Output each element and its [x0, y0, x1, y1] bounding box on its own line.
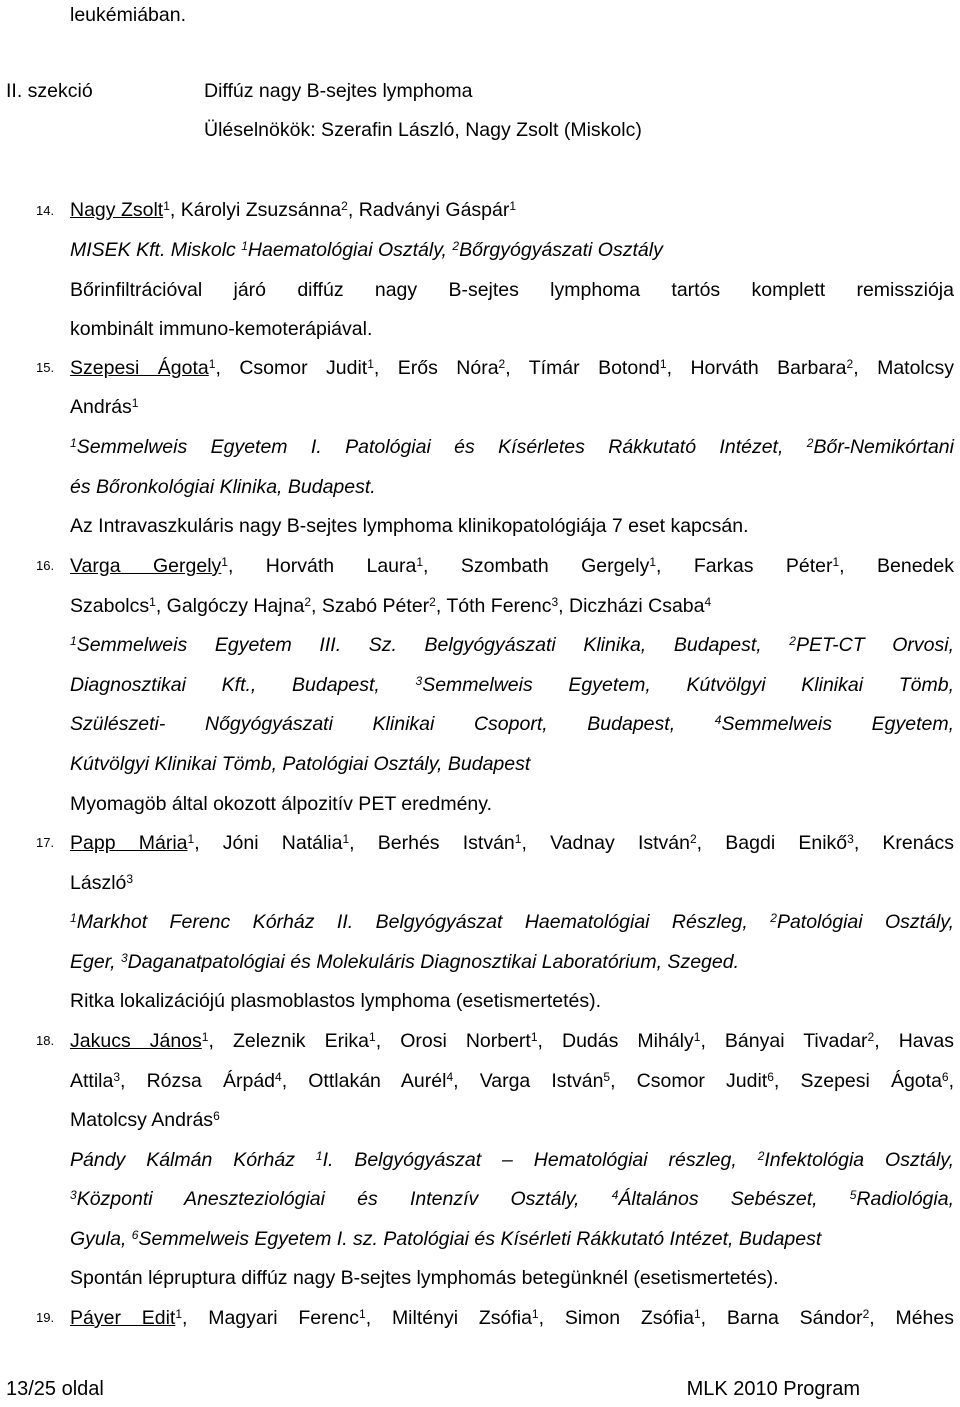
author-name: Radványi Gáspár: [358, 199, 510, 221]
author-list: [70, 1108, 954, 1132]
affiliation-marker: 3: [70, 1188, 77, 1202]
affiliation-marker: 1: [70, 911, 77, 925]
abstract-number: 14.: [36, 203, 55, 218]
author-name: Szabó Péter: [321, 595, 430, 617]
affiliation-marker: 4: [611, 1188, 619, 1202]
author-list: Jakucs János$^1$, Zeleznik Erika$^1$, Orosi Norbert$^1$, Dudás Mihály$^1$, Bányai Tivadar$^2$, Havas: [70, 1030, 954, 1052]
author-name: László: [70, 872, 127, 894]
author-name: Páyer Edit: [70, 1307, 176, 1329]
author-list: Papp Mária$^1$, Jóni Natália$^1$, Berhés István$^1$, Vadnay István$^2$, Bagdi Enikő$^3$, Krenács: [70, 832, 954, 854]
affiliation-marker: 3: [126, 872, 134, 886]
affiliation-marker: 5: [849, 1188, 857, 1202]
author-list: Szepesi Ágota$^1$, Csomor Judit$^1$, Erős Nóra$^2$, Tímár Botond$^1$, Horváth Barbara$^2$, Matolcsy: [70, 357, 955, 379]
abstract-number: 15.: [36, 360, 55, 375]
author-name: Galgóczy Hajna: [166, 595, 305, 617]
affiliation: Diagnosztikai Kft., Budapest, $^3$Semmelweis Egyetem, Kútvölgyi Klinikai Tömb,: [70, 674, 954, 696]
affiliation-marker: 2: [846, 357, 854, 371]
affiliation-marker: 1: [342, 832, 350, 846]
author-name: Varga Gergely: [70, 555, 222, 577]
footer-page-number: 13/25 oldal: [6, 1378, 104, 1400]
abstract-number: 17.: [36, 835, 55, 850]
affiliation-marker: 2: [806, 436, 814, 450]
affiliation-marker: 1: [530, 1030, 538, 1044]
affiliation-marker: 1: [693, 1030, 701, 1044]
author-list: [70, 871, 954, 895]
author-name: Diczházi Csaba: [569, 595, 705, 617]
author-name: Bagdi Enikő: [725, 832, 848, 854]
affiliation-marker: 1: [221, 555, 228, 569]
affiliation-marker: 1: [514, 832, 522, 846]
author-name: Barna Sándor: [726, 1307, 863, 1329]
section-title: Diffúz nagy B-sejtes lymphoma: [204, 80, 473, 102]
author-name: Csomor Judit: [239, 357, 368, 379]
affiliation-marker: 2: [770, 911, 777, 925]
affiliation-marker: 4: [704, 595, 712, 609]
abstract-number: 18.: [36, 1033, 55, 1048]
author-name: András: [70, 396, 132, 418]
author-name: Krenács: [882, 832, 954, 854]
abstract-title: Bőrinfiltrációval járó diffúz nagy B-sejtes lymphoma tartós komplett remissziója: [70, 279, 954, 301]
affiliation-marker: 2: [498, 357, 506, 371]
author-name: Attila: [70, 1070, 114, 1092]
author-name: Méhes: [895, 1307, 954, 1329]
affiliation-marker: 1: [359, 1307, 366, 1321]
affiliation-marker: 2: [789, 634, 796, 648]
affiliation-marker: 4: [714, 713, 722, 727]
abstract-number: 16.: [36, 558, 55, 573]
affiliation-marker: 4: [446, 1070, 454, 1084]
affiliation-marker: 1: [693, 1307, 701, 1321]
affiliation-marker: 6: [941, 1070, 949, 1084]
affiliation-marker: 2: [341, 199, 348, 213]
affiliation-marker: 1: [367, 357, 374, 371]
author-list: Szabolcs$^1$, Galgóczy Hajna$^2$, Szabó Péter$^2$, Tóth Ferenc$^3$, Diczházi Csaba$^4$: [70, 595, 712, 617]
abstract-number: 19.: [36, 1310, 55, 1325]
author-name: Vadnay István: [550, 832, 690, 854]
author-name: Csomor Judit: [636, 1070, 768, 1092]
author-name: Tímár Botond: [528, 357, 660, 379]
author-list: Páyer Edit$^1$, Magyari Ferenc$^1$, Miltényi Zsófia$^1$, Simon Zsófia$^1$, Barna Sándor$^2$, Méhes: [70, 1307, 954, 1329]
affiliation-marker: 1: [208, 357, 216, 371]
abstract-title: Myomagöb által okozott álpozitív PET eredmény.: [70, 793, 492, 815]
author-name: Ottlakán Aurél: [308, 1070, 447, 1092]
author-list: [70, 395, 954, 419]
author-name: Károlyi Zsuzsánna: [180, 199, 342, 221]
author-name: Szabolcs: [70, 595, 150, 617]
author-name: Jóni Natália: [222, 832, 343, 854]
author-name: Erős Nóra: [397, 357, 499, 379]
author-name: Horváth Barbara: [690, 357, 847, 379]
continued-text: leukémiában.: [70, 4, 186, 26]
author-name: Simon Zsófia: [564, 1307, 694, 1329]
abstract-title: Spontán lépruptura diffúz nagy B-sejtes lymphomás betegünknél (esetismertetés).: [70, 1267, 779, 1289]
affiliation-marker: 2: [689, 832, 697, 846]
abstract-title: Ritka lokalizációjú plasmoblastos lymphoma (esetismertetés).: [70, 990, 602, 1012]
affiliation-marker: 1: [241, 239, 248, 253]
affiliation-marker: 1: [70, 436, 77, 450]
author-name: Dudás Mihály: [562, 1030, 694, 1052]
author-name: Matolcsy András: [70, 1109, 214, 1131]
affiliation: Szülészeti- Nőgyógyászati Klinikai Csoport, Budapest, $^4$Semmelweis Egyetem,: [70, 713, 954, 735]
affiliation-marker: 2: [757, 1149, 765, 1163]
affiliation-marker: 3: [847, 832, 854, 846]
abstract-title: kombinált immuno-kemoterápiával.: [70, 318, 373, 340]
affiliation: Pándy Kálmán Kórház $^1$I. Belgyógyászat – Hematológiai részleg, $^2$Infektológia Osztály,: [70, 1149, 955, 1171]
author-name: Magyari Ferenc: [208, 1307, 360, 1329]
affiliation-marker: 6: [213, 1109, 220, 1123]
author-list: Nagy Zsolt$^1$, Károlyi Zsuzsánna$^2$, Radványi Gáspár$^1$: [70, 199, 517, 221]
author-name: Szepesi Ágota: [70, 357, 209, 379]
section-label: II. szekció: [6, 80, 93, 102]
affiliation: Eger, $^3$Daganatpatológiai és Molekuláris Diagnosztikai Laboratórium, Szeged.: [70, 951, 739, 973]
affiliation-marker: 1: [659, 357, 667, 371]
author-name: Szombath Gergely: [460, 555, 650, 577]
affiliation-marker: 1: [201, 1030, 209, 1044]
author-name: Havas: [898, 1030, 954, 1052]
author-name: Varga István: [479, 1070, 604, 1092]
affiliation: MISEK Kft. Miskolc $^1$Haematológiai Osztály, $^2$Bőrgyógyászati Osztály: [70, 239, 663, 261]
affiliation-marker: 1: [369, 1030, 376, 1044]
affiliation-marker: 2: [452, 239, 460, 253]
affiliation-marker: 2: [862, 1307, 870, 1321]
author-name: Miltényi Zsófia: [391, 1307, 532, 1329]
affiliation-marker: 6: [767, 1070, 774, 1084]
affiliation-marker: 1: [131, 396, 139, 410]
affiliation-marker: 1: [163, 199, 170, 213]
author-name: Matolcsy: [877, 357, 955, 379]
affiliation: Gyula, $^6$Semmelweis Egyetem I. sz. Patológiai és Kísérleti Rákkutató Intézet, Budapest: [70, 1228, 822, 1250]
author-name: Szepesi Ágota: [800, 1070, 942, 1092]
footer-program: MLK 2010 Program: [686, 1378, 860, 1400]
author-name: Farkas Péter: [693, 555, 833, 577]
affiliation-marker: 3: [113, 1070, 121, 1084]
affiliation: $^1$Markhot Ferenc Kórház II. Belgyógyászat Haematológiai Részleg, $^2$Patológiai Osztály,: [70, 911, 954, 933]
affiliation-marker: 4: [275, 1070, 282, 1084]
affiliation: $^1$Semmelweis Egyetem I. Patológiai és Kísérletes Rákkutató Intézet, $^2$Bőr-Nemikórtani: [70, 436, 954, 458]
author-name: Jakucs János: [70, 1030, 202, 1052]
affiliation-marker: 1: [70, 634, 77, 648]
affiliation-marker: 3: [415, 674, 423, 688]
affiliation: $^3$Központi Aneszteziológiai és Intenzív Osztály, $^4$Általános Sebészet, $^5$Radiológia,: [70, 1188, 954, 1210]
affiliation-marker: 2: [429, 595, 436, 609]
author-list: Varga Gergely$^1$, Horváth Laura$^1$, Szombath Gergely$^1$, Farkas Péter$^1$, Benedek: [70, 555, 954, 577]
affiliation: Kútvölgyi Klinikai Tömb, Patológiai Osztály, Budapest: [70, 753, 531, 775]
affiliation-marker: 6: [131, 1228, 139, 1242]
affiliation-marker: 1: [531, 1307, 539, 1321]
section-chairs: Üléselnökök: Szerafin László, Nagy Zsolt (Miskolc): [204, 119, 642, 141]
author-list: Attila$^3$, Rózsa Árpád$^4$, Ottlakán Aurél$^4$, Varga István$^5$, Csomor Judit$^6$, Szepesi Ágota$^6$,: [70, 1070, 955, 1092]
author-name: Orosi Norbert: [400, 1030, 531, 1052]
affiliation-marker: 1: [187, 832, 195, 846]
author-name: Nagy Zsolt: [70, 199, 164, 221]
affiliation-marker: 1: [315, 1149, 323, 1163]
author-name: Zeleznik Erika: [232, 1030, 370, 1052]
affiliation-marker: 1: [832, 555, 840, 569]
author-name: Benedek: [877, 555, 954, 577]
affiliation-marker: 2: [867, 1030, 875, 1044]
affiliation-marker: 3: [551, 595, 559, 609]
abstract-title: Az Intravaszkuláris nagy B-sejtes lymphoma klinikopatológiája 7 eset kapcsán.: [70, 515, 749, 537]
affiliation: $^1$Semmelweis Egyetem III. Sz. Belgyógyászati Klinika, Budapest, $^2$PET-CT Orvosi,: [70, 634, 954, 656]
author-name: Tóth Ferenc: [446, 595, 552, 617]
affiliation-marker: 5: [603, 1070, 611, 1084]
author-name: Papp Mária: [70, 832, 188, 854]
author-name: Rózsa Árpád: [146, 1070, 276, 1092]
affiliation-marker: 2: [304, 595, 311, 609]
author-name: Horváth Laura: [265, 555, 417, 577]
affiliation-marker: 1: [649, 555, 657, 569]
affiliation-marker: 1: [175, 1307, 183, 1321]
affiliation-marker: 1: [416, 555, 424, 569]
affiliation-marker: 1: [149, 595, 156, 609]
affiliation: és Bőronkológiai Klinika, Budapest.: [70, 476, 376, 498]
author-name: Berhés István: [377, 832, 515, 854]
affiliation-marker: 1: [509, 199, 517, 213]
author-name: Bányai Tivadar: [724, 1030, 868, 1052]
affiliation-marker: 3: [120, 951, 128, 965]
